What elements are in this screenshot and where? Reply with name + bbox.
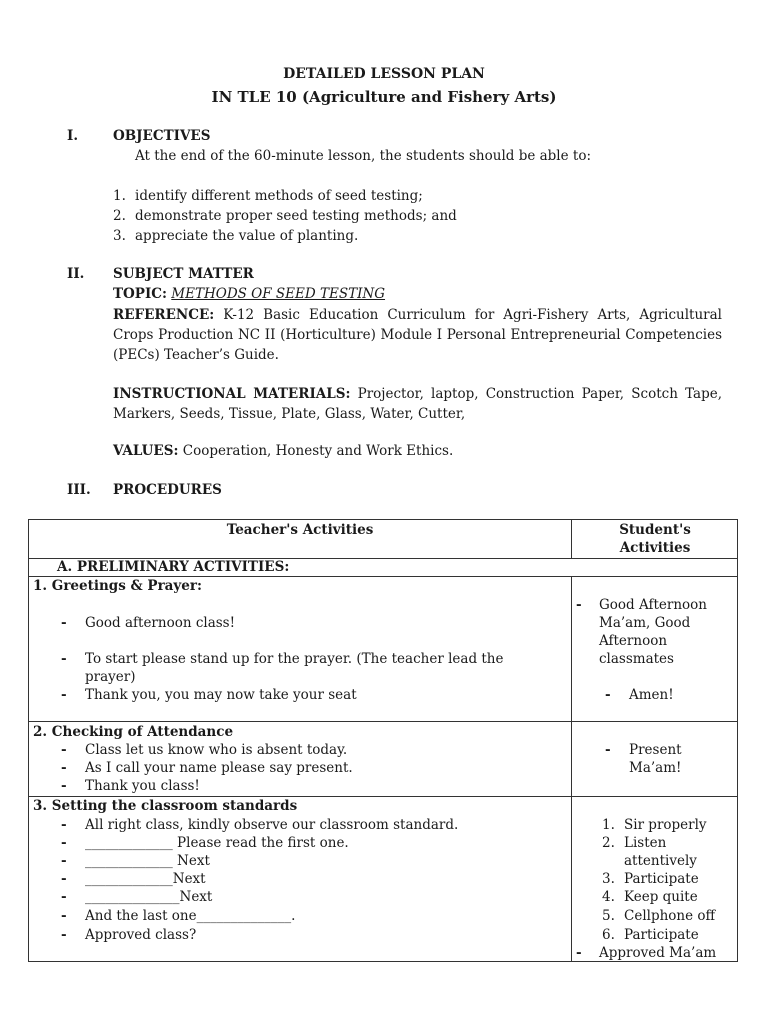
teacher-line: - Good afternoon class!: [61, 615, 236, 631]
standards-title: 3. Setting the classroom standards: [33, 798, 298, 814]
objective-item: 2. demonstrate proper seed testing methods; and: [113, 208, 457, 224]
section-a-heading: A. PRELIMINARY ACTIVITIES:: [57, 559, 290, 575]
values-label: VALUES:: [113, 443, 179, 459]
values-line: [113, 443, 453, 459]
student-dash: -: [605, 687, 611, 703]
student-line: Present: [629, 742, 682, 758]
teacher-line: - As I call your name please say present.: [61, 760, 353, 776]
document-subtitle: IN TLE 10 (Agriculture and Fishery Arts): [211, 88, 557, 106]
document-title: DETAILED LESSON PLAN: [283, 66, 485, 82]
teacher-line: - Thank you class!: [61, 778, 200, 794]
standard-item: 4. Keep quite: [602, 889, 698, 905]
table-column-rule: [571, 576, 572, 962]
section-heading-objectives: OBJECTIVES: [113, 128, 211, 144]
teacher-line: - _____________ Next: [61, 853, 210, 869]
procedures-table: [28, 519, 738, 962]
column-header-teacher: Teacher's Activities: [226, 522, 374, 538]
teacher-line: - Thank you, you may now take your seat: [61, 687, 357, 703]
section-numeral-subject-matter: II.: [67, 266, 85, 282]
teacher-line: - To start please stand up for the prayer. (The teacher lead the: [61, 651, 504, 667]
table-rule: [29, 721, 737, 722]
student-dash: -: [576, 945, 582, 961]
section-numeral-procedures: III.: [67, 482, 91, 498]
standard-item: 3. Participate: [602, 871, 699, 887]
teacher-line: - _____________ Please read the first one.: [61, 835, 349, 851]
reference-label: REFERENCE:: [113, 307, 215, 323]
objective-item: 3. appreciate the value of planting.: [113, 228, 359, 244]
student-line: Afternoon: [599, 633, 668, 649]
student-line: classmates: [599, 651, 674, 667]
objectives-list: [113, 186, 457, 246]
teacher-line: - Approved class?: [61, 927, 197, 943]
values-value: Cooperation, Honesty and Work Ethics.: [182, 443, 454, 459]
reference-value: K-12 Basic Education Curriculum for Agri-Fishery Arts, Agricultural Crops Production NC II (Horticulture) Module I Personal Entrepreneurial Competencies (PECs) Teacher’s Guide.: [113, 307, 722, 363]
reference-paragraph: [113, 305, 722, 365]
section-numeral-objectives: I.: [67, 128, 79, 144]
student-line: Amen!: [629, 687, 674, 703]
topic-value: METHODS OF SEED TESTING: [171, 286, 386, 302]
standard-item: 5. Cellphone off: [602, 908, 716, 924]
standard-item: 6. Participate: [602, 927, 699, 943]
materials-paragraph: [113, 384, 722, 424]
student-dash: -: [605, 742, 611, 758]
student-line: Ma’am!: [629, 760, 682, 776]
teacher-line: - Class let us know who is absent today.: [61, 742, 348, 758]
teacher-line-continued: prayer): [85, 669, 136, 685]
student-dash: -: [576, 597, 582, 613]
greetings-title: 1. Greetings & Prayer:: [33, 578, 202, 594]
materials-label: INSTRUCTIONAL MATERIALS:: [113, 386, 351, 402]
teacher-line: - All right class, kindly observe our classroom standard.: [61, 817, 459, 833]
column-header-student-line2: Activities: [619, 540, 691, 556]
topic-label: TOPIC:: [113, 286, 167, 302]
objectives-intro: At the end of the 60-minute lesson, the students should be able to:: [135, 148, 592, 164]
standard-item: 1. Sir properly: [602, 817, 707, 833]
student-line: Good Afternoon: [599, 597, 707, 613]
standard-item: attentively: [624, 853, 697, 869]
section-heading-subject-matter: SUBJECT MATTER: [113, 266, 254, 282]
teacher-line: - ______________Next: [61, 889, 213, 905]
standard-item: 2. Listen: [602, 835, 667, 851]
materials-value: Projector, laptop, Construction Paper, Scotch Tape, Markers, Seeds, Tissue, Plate, Glass, Water, Cutter,: [113, 386, 722, 422]
student-line: Approved Ma’am: [599, 945, 717, 961]
teacher-line: - And the last one______________.: [61, 908, 296, 924]
objective-item: 1. identify different methods of seed testing;: [113, 188, 423, 204]
column-header-student-line1: Student's: [619, 522, 691, 538]
section-heading-procedures: PROCEDURES: [113, 482, 222, 498]
attendance-title: 2. Checking of Attendance: [33, 724, 234, 740]
student-line: Ma’am, Good: [599, 615, 691, 631]
topic-line: [113, 286, 385, 302]
teacher-line: - _____________Next: [61, 871, 206, 887]
